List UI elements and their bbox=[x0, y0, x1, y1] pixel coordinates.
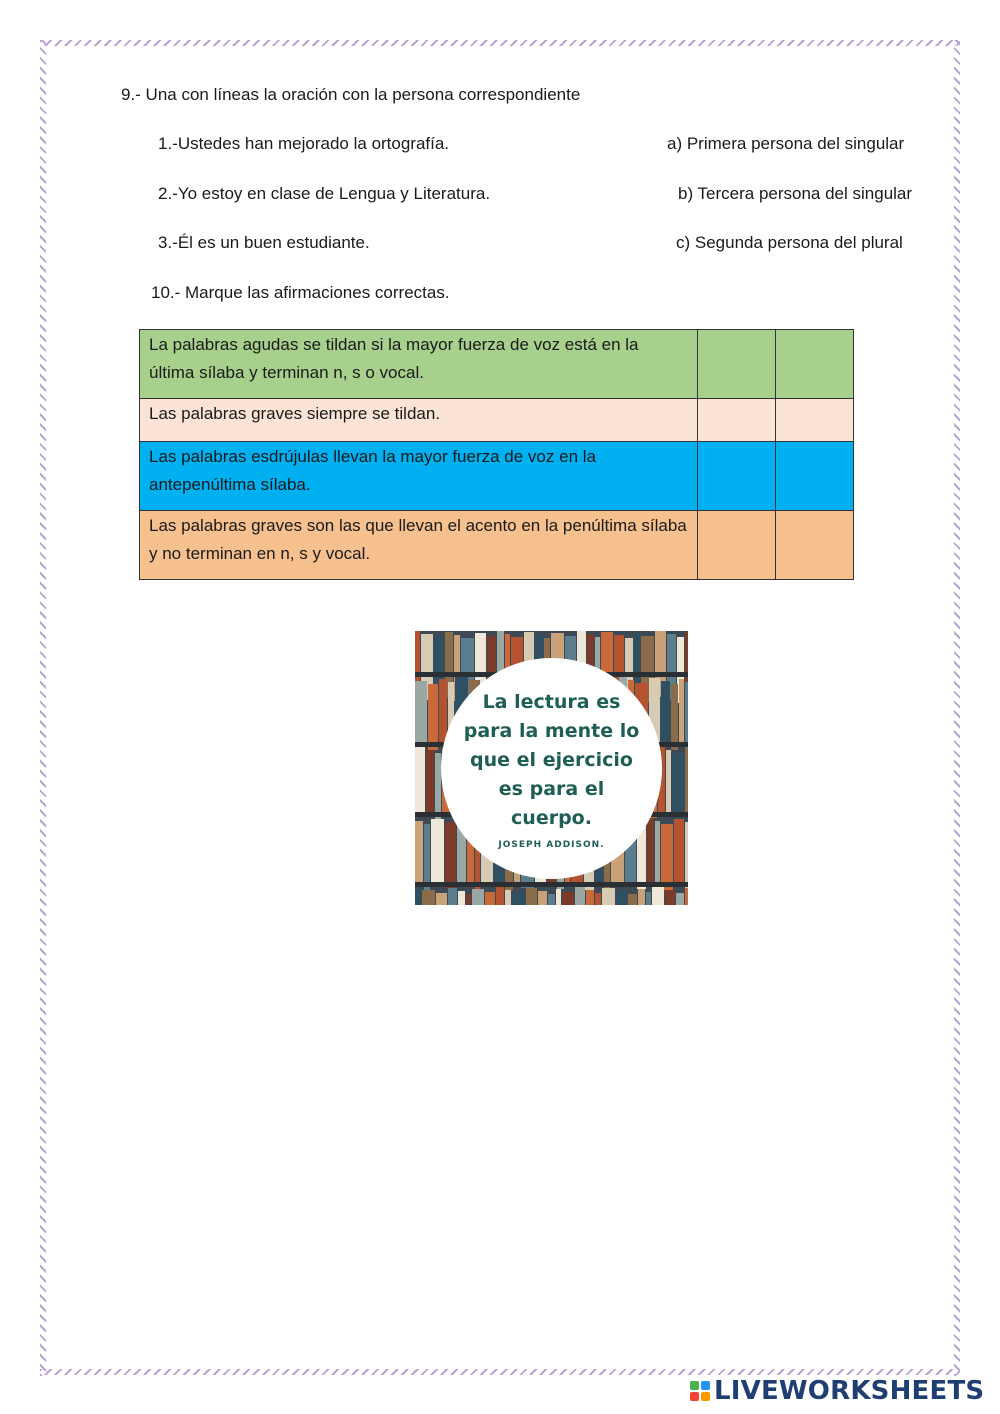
quote-author: JOSEPH ADDISON. bbox=[498, 839, 605, 850]
quote-line: que el ejercicio bbox=[470, 748, 633, 771]
option-c[interactable]: c) Segunda persona del plural bbox=[676, 233, 903, 252]
option-b[interactable]: b) Tercera persona del singular bbox=[678, 184, 913, 203]
table-row bbox=[140, 330, 854, 399]
table-row bbox=[140, 399, 854, 442]
answer-box-true[interactable] bbox=[698, 399, 776, 442]
table-row bbox=[140, 442, 854, 511]
sentence-2[interactable]: 2.-Yo estoy en clase de Lengua y Literatura. bbox=[158, 184, 491, 203]
statements-table bbox=[139, 329, 854, 580]
liveworksheets-logo[interactable] bbox=[690, 1374, 984, 1408]
answer-box-false[interactable] bbox=[776, 399, 854, 442]
sentence-3[interactable]: 3.-Él es un buen estudiante. bbox=[158, 233, 370, 252]
question-9-title: 9.- Una con líneas la oración con la persona correspondiente bbox=[121, 85, 581, 104]
quote-line: para la mente lo bbox=[463, 719, 640, 742]
table-row bbox=[140, 511, 854, 580]
statement-1: La palabras agudas se tildan si la mayor fuerza de voz está en la última sílaba y terminan n, s o vocal. bbox=[140, 330, 698, 399]
answer-box-false[interactable] bbox=[776, 511, 854, 580]
statement-4: Las palabras graves son las que llevan el acento en la penúltima sílaba y no terminan en n, s y vocal. bbox=[140, 511, 698, 580]
sentence-1[interactable]: 1.-Ustedes han mejorado la ortografía. bbox=[158, 134, 450, 153]
option-a[interactable]: a) Primera persona del singular bbox=[667, 134, 905, 153]
quote-line: La lectura es bbox=[482, 690, 621, 713]
answer-box-true[interactable] bbox=[698, 442, 776, 511]
answer-box-true[interactable] bbox=[698, 511, 776, 580]
quote-circle bbox=[441, 658, 662, 879]
page-border-left bbox=[40, 40, 46, 1376]
quote-line: es para el bbox=[498, 777, 605, 800]
reading-quote-image bbox=[415, 631, 688, 905]
quote-line: cuerpo. bbox=[511, 806, 592, 829]
statement-3: Las palabras esdrújulas llevan la mayor fuerza de voz en la antepenúltima sílaba. bbox=[140, 442, 698, 511]
answer-box-false[interactable] bbox=[776, 442, 854, 511]
answer-box-true[interactable] bbox=[698, 330, 776, 399]
brand-name: LIVEWORKSHEETS bbox=[714, 1376, 985, 1406]
page-border-right bbox=[954, 40, 960, 1376]
liveworksheets-logo-icon bbox=[690, 1381, 710, 1401]
answer-box-false[interactable] bbox=[776, 330, 854, 399]
statement-2: Las palabras graves siempre se tildan. bbox=[140, 399, 698, 442]
question-10-title: 10.- Marque las afirmaciones correctas. bbox=[151, 283, 450, 302]
page-border-top bbox=[40, 40, 960, 46]
